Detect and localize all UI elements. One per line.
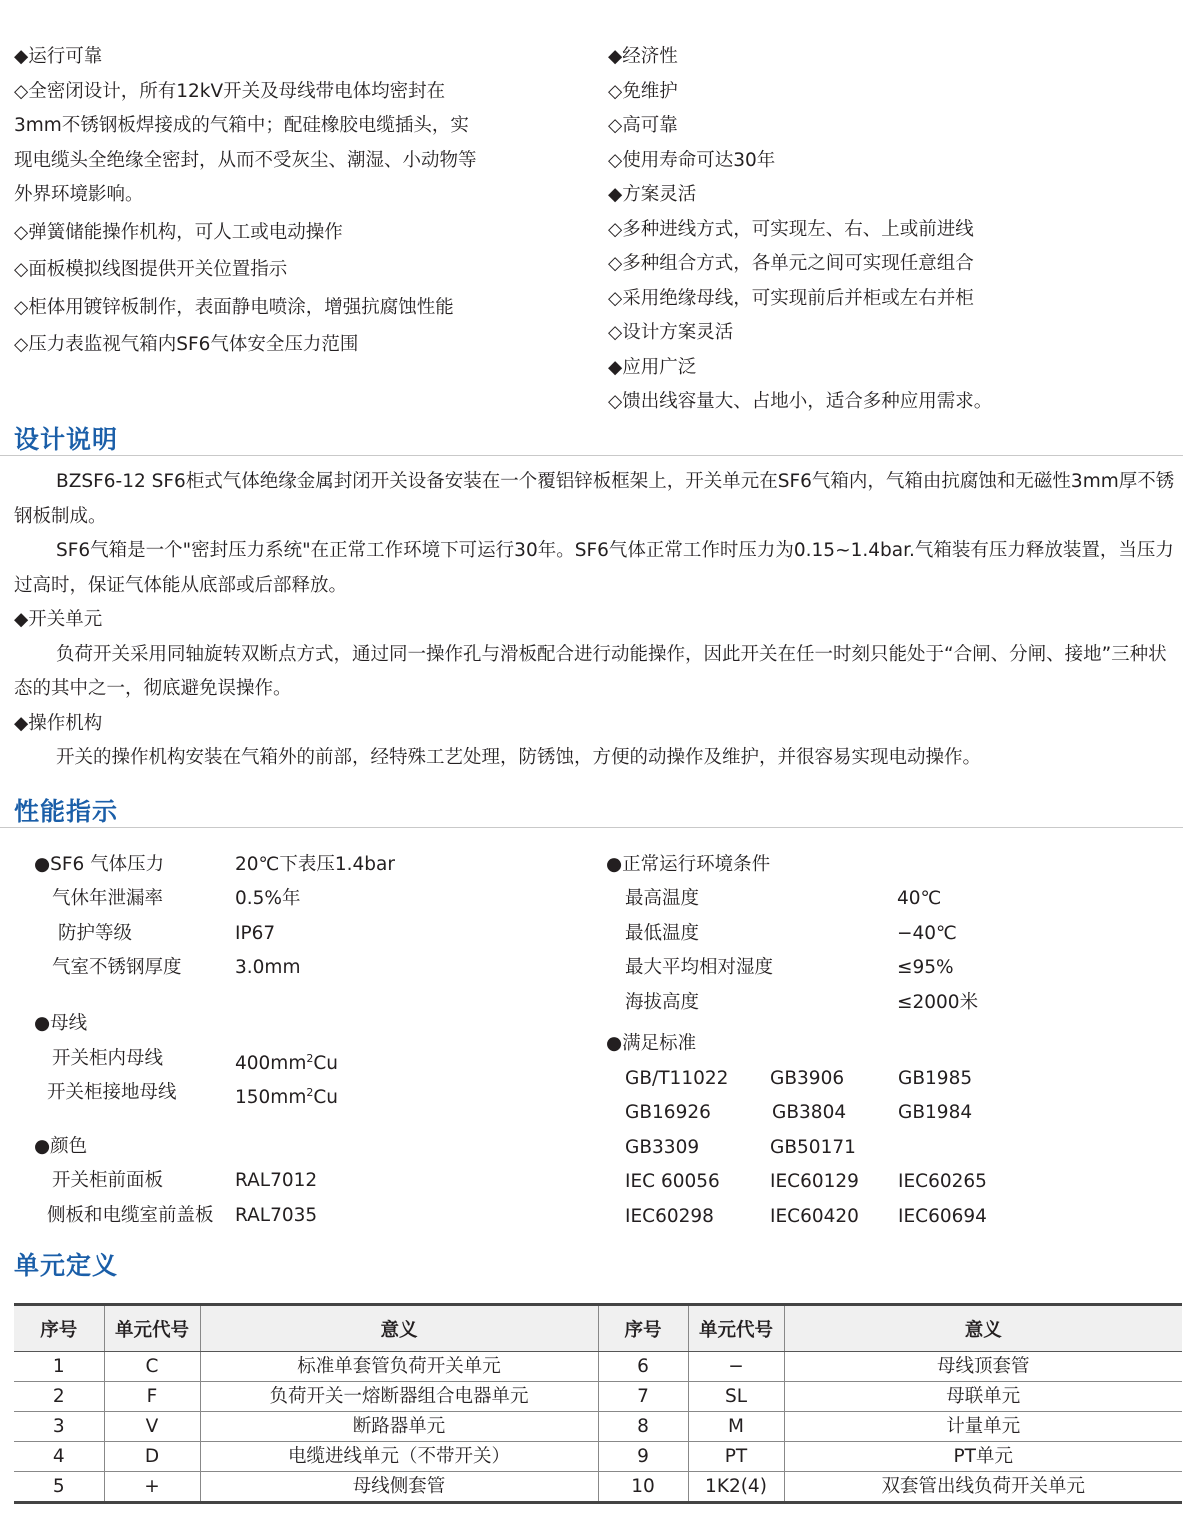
- standard-code: GB50171: [770, 1137, 856, 1158]
- table-cell: F: [104, 1382, 200, 1412]
- spec-value: RAL7012: [235, 1170, 318, 1191]
- design-paragraph: BZSF6-12 SF6柜式气体绝缘金属封闭开关设备安装在一个覆铝锌板框架上，开关单元在SF6气箱内，气箱由抗腐蚀和无磁性3mm厚不锈钢板制成。: [14, 471, 1175, 527]
- table-cell: 10: [598, 1472, 688, 1503]
- spec-label: 最大平均相对湿度: [625, 957, 774, 978]
- feature-line: ◇设计方案灵活: [608, 322, 734, 343]
- table-cell: 7: [598, 1382, 688, 1412]
- subsection-title: ◆操作机构: [14, 712, 103, 734]
- standard-code: GB3906: [770, 1068, 845, 1089]
- feature-line: ◆方案灵活: [608, 184, 697, 205]
- feature-line: ◇多种进线方式，可实现左、右、上或前进线: [608, 218, 974, 240]
- feature-line: ◇多种组合方式，各单元之间可实现任意组合: [608, 253, 974, 274]
- spec-label: 防护等级: [58, 923, 133, 944]
- table-cell: M: [688, 1412, 784, 1442]
- spec-label: 开关柜内母线: [52, 1048, 164, 1069]
- standard-code: GB1985: [898, 1068, 973, 1089]
- feature-line: ◇压力表监视气箱内SF6气体安全压力范围: [14, 334, 359, 355]
- table-cell: 双套管出线负荷开关单元: [784, 1472, 1182, 1503]
- feature-line: ◇全密闭设计，所有12kV开关及母线带电体均密封在: [14, 80, 446, 102]
- table-row: [14, 1472, 1182, 1503]
- spec-value: $400mm^2Cu$: [235, 1052, 339, 1075]
- table-cell: C: [104, 1352, 200, 1382]
- spec-value: RAL7035: [235, 1205, 318, 1226]
- table-row: [14, 1352, 1182, 1382]
- spec-value: IP67: [235, 923, 276, 944]
- spec-title: ●母线: [34, 1013, 88, 1034]
- spec-value: 3.0mm: [235, 957, 301, 978]
- spec-title: ●满足标准: [606, 1033, 697, 1054]
- feature-line: 3mm不锈钢板焊接成的气箱中；配硅橡胶电缆插头，实: [14, 115, 469, 136]
- spec-label: 气休年泄漏率: [52, 888, 164, 909]
- feature-line: ◇弹簧储能操作机构，可人工或电动操作: [14, 221, 343, 243]
- table-cell: 电缆进线单元（不带开关）: [200, 1442, 598, 1472]
- table-cell: 断路器单元: [200, 1412, 598, 1442]
- standard-code: IEC60420: [770, 1206, 859, 1227]
- spec-title: ●颜色: [34, 1136, 88, 1157]
- feature-line: ◆应用广泛: [608, 356, 697, 378]
- design-paragraph: 开关的操作机构安装在气箱外的前部，经特殊工艺处理，防锈蚀，方便的动操作及维护，并很容易实现电动操作。: [56, 747, 982, 768]
- table-cell: 2: [14, 1382, 104, 1412]
- spec-title: ●SF6 气体压力: [34, 854, 165, 875]
- spec-value: 40℃: [897, 888, 942, 909]
- spec-label: 最高温度: [625, 888, 700, 909]
- table-row: [14, 1412, 1182, 1442]
- feature-line: ◇面板模拟线图提供开关位置指示: [14, 259, 288, 280]
- table-cell: 负荷开关一熔断器组合电器单元: [200, 1382, 598, 1412]
- design-body: [14, 465, 1184, 776]
- spec-label: 侧板和电缆室前盖板: [47, 1205, 214, 1226]
- standard-code: IEC60129: [770, 1171, 859, 1192]
- standard-code: GB16926: [625, 1102, 711, 1123]
- table-cell: 4: [14, 1442, 104, 1472]
- table-cell: 1: [14, 1352, 104, 1382]
- table-cell: SL: [688, 1382, 784, 1412]
- feature-line: ◇柜体用镀锌板制作，表面静电喷涂，增强抗腐蚀性能: [14, 296, 454, 318]
- feature-line: ◆运行可靠: [14, 46, 103, 67]
- spec-label: 开关柜接地母线: [47, 1082, 177, 1103]
- table-row: [14, 1382, 1182, 1412]
- standard-code: GB3309: [625, 1137, 700, 1158]
- section-divider: [0, 455, 1183, 456]
- feature-line: ◇馈出线容量大、占地小，适合多种应用需求。: [608, 391, 993, 412]
- spec-label: 开关柜前面板: [52, 1170, 164, 1191]
- feature-line: ◇采用绝缘母线，可实现前后并柜或左右并柜: [608, 287, 974, 309]
- spec-label: 海拔高度: [625, 992, 700, 1013]
- table-cell: −: [688, 1352, 784, 1382]
- column-header: 单元代号: [104, 1305, 200, 1352]
- table-row: [14, 1442, 1182, 1472]
- subsection-title: ◆开关单元: [14, 609, 103, 630]
- design-paragraph: 负荷开关采用同轴旋转双断点方式，通过同一操作孔与滑板配合进行动能操作，因此开关在任一时刻只能处于“合闸、分闸、接地”三种状态的其中之一，彻底避免误操作。: [14, 643, 1167, 699]
- spec-value: −40℃: [897, 923, 957, 944]
- table-cell: +: [104, 1472, 200, 1503]
- table-cell: 5: [14, 1472, 104, 1503]
- spec-value: ≤95%: [897, 957, 954, 978]
- unit-definition-table: [14, 1303, 1182, 1504]
- table-cell: 母线侧套管: [200, 1472, 598, 1503]
- table-cell: 计量单元: [784, 1412, 1182, 1442]
- table-cell: PT单元: [784, 1442, 1182, 1472]
- standard-code: IEC 60056: [625, 1171, 720, 1192]
- spec-value: 20℃下表压1.4bar: [235, 854, 395, 875]
- table-header-row: [14, 1305, 1182, 1352]
- column-header: 序号: [14, 1305, 104, 1352]
- table-cell: PT: [688, 1442, 784, 1472]
- feature-line: 外界环境影响。: [14, 184, 144, 205]
- design-paragraph: SF6气箱是一个"密封压力系统"在正常工作环境下可运行30年。SF6气体正常工作时压力为0.15~1.4bar.气箱装有压力释放装置，当压力过高时，保证气体能从底部或后部释放。: [14, 540, 1174, 596]
- section-heading-units: 单元定义: [14, 1251, 119, 1280]
- feature-line: ◇高可靠: [608, 115, 678, 136]
- standard-code: GB1984: [898, 1102, 973, 1123]
- standard-code: IEC60298: [625, 1206, 714, 1227]
- feature-line: ◇免维护: [608, 80, 678, 102]
- table-cell: 母联单元: [784, 1382, 1182, 1412]
- column-header: 意义: [784, 1305, 1182, 1352]
- table-cell: 标准单套管负荷开关单元: [200, 1352, 598, 1382]
- feature-line: ◆经济性: [608, 46, 678, 67]
- column-header: 单元代号: [688, 1305, 784, 1352]
- column-header: 序号: [598, 1305, 688, 1352]
- spec-label: 最低温度: [625, 923, 700, 944]
- table-cell: 1K2(4): [688, 1472, 784, 1503]
- table-cell: 3: [14, 1412, 104, 1442]
- section-heading-design: 设计说明: [14, 425, 119, 454]
- spec-value: 0.5%年: [235, 888, 301, 909]
- features-right: [608, 40, 1188, 420]
- spec-value: $150mm^2Cu$: [235, 1086, 339, 1109]
- features-left: [14, 40, 574, 363]
- spec-value: ≤2000米: [897, 992, 979, 1013]
- standard-code: IEC60265: [898, 1171, 987, 1192]
- section-divider: [0, 827, 1183, 828]
- spec-title: ●正常运行环境条件: [606, 854, 771, 875]
- section-heading-performance: 性能指示: [14, 797, 119, 826]
- spec-label: 气室不锈钢厚度: [52, 957, 182, 978]
- table-cell: 6: [598, 1352, 688, 1382]
- table-cell: 9: [598, 1442, 688, 1472]
- feature-line: ◇使用寿命可达30年: [608, 149, 776, 171]
- table-cell: V: [104, 1412, 200, 1442]
- column-header: 意义: [200, 1305, 598, 1352]
- feature-line: 现电缆头全绝缘全密封，从而不受灰尘、潮湿、小动物等: [14, 149, 477, 171]
- table-cell: 母线顶套管: [784, 1352, 1182, 1382]
- standard-code: GB/T11022: [625, 1068, 729, 1089]
- standard-code: IEC60694: [898, 1206, 987, 1227]
- table-cell: 8: [598, 1412, 688, 1442]
- standard-code: GB3804: [772, 1102, 847, 1123]
- table-cell: D: [104, 1442, 200, 1472]
